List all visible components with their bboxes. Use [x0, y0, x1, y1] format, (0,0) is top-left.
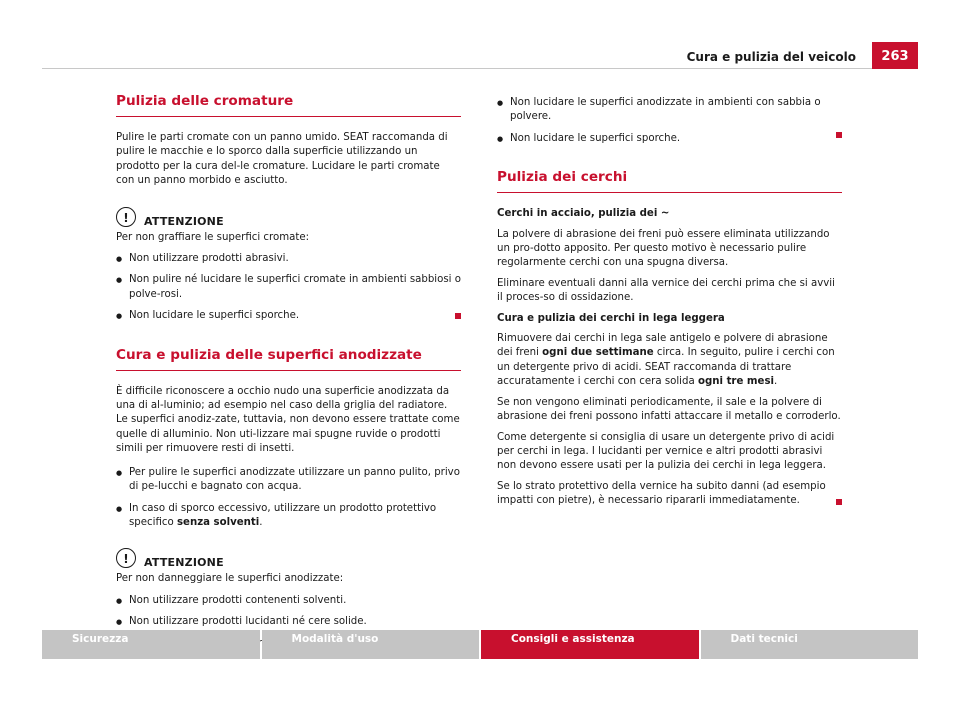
- warning-exclamation-icon: !: [116, 548, 136, 568]
- chrome-warning-intro: Per non graffiare le superfici cromate:: [116, 231, 310, 243]
- footer-tab-consigli-e-assistenza[interactable]: Consigli e assistenza: [481, 630, 699, 659]
- left-column: [116, 92, 461, 651]
- page-header: [0, 42, 960, 69]
- list-item: ● Non utilizzare prodotti abrasivi.: [116, 252, 461, 266]
- list-item: ● Non utilizzare prodotti lucidanti né cere solide.: [116, 615, 461, 629]
- list-item: ● Non lucidare le superfici sporche.: [116, 309, 461, 323]
- page-number: 263: [872, 42, 918, 69]
- footer-tab-dati-tecnici[interactable]: Dati tecnici: [701, 630, 919, 659]
- chrome-body: Pulire le parti cromate con un panno umido. SEAT raccomanda di pulire le macchie e lo sporco dalla superficie utilizzando un prodotto per la cura del-le cromature. Lucidare le parti cromate con un panno morbido e asciutto.: [116, 132, 448, 187]
- section-title-chrome: Pulizia delle cromature: [116, 92, 461, 117]
- list-item: ● Non lucidare le superfici anodizzate in ambienti con sabbia o polvere.: [497, 96, 842, 125]
- warning-title: ATTENZIONE: [144, 214, 224, 228]
- warning-exclamation-icon: !: [116, 207, 136, 227]
- list-item: ● Non lucidare le superfici sporche.: [497, 132, 842, 146]
- emphasis-text: ogni due settimane: [542, 347, 654, 359]
- right-column: [497, 92, 842, 509]
- section-title-anodized: Cura e pulizia delle superfici anodizzate: [116, 346, 461, 371]
- emphasis-text: ogni tre mesi: [697, 376, 774, 388]
- chrome-warning-header: [116, 207, 461, 231]
- section-end-marker: [836, 132, 842, 138]
- footer-navigation: [42, 630, 918, 659]
- emphasis-text: senza solventi: [176, 516, 260, 528]
- alloy-rims-paragraph-2: Se non vengono eliminati periodicamente, il sale e la polvere di abrasione dei freni possono infatti attaccare il metallo e corroderlo.: [497, 396, 841, 423]
- list-item: [116, 502, 461, 531]
- paragraph-text: circa. In seguito, pulire i cerchi con un detergente privo di acidi. SEAT raccomanda di trattare accuratamente i cerchi con cera solida: [497, 347, 835, 388]
- steel-rims-subheading: Cerchi in acciaio, pulizia dei ~: [497, 208, 670, 220]
- section-title-rims: Pulizia dei cerchi: [497, 168, 842, 193]
- running-title: Cura e pulizia del veicolo: [686, 50, 856, 64]
- list-item-text: In caso di sporco eccessivo, utilizzare un prodotto protettivo specifico: [129, 502, 437, 528]
- alloy-rims-paragraph-3: Come detergente si consiglia di usare un detergente privo di acidi per cerchi in lega. I lucidanti per vernice e altri prodotti abrasivi non devono essere usati per la pulizia dei cerchi in lega leggera.: [497, 431, 835, 472]
- list-item: ● Per pulire le superfici anodizzate utilizzare un panno pulito, privo di pe-lucchi e bagnato con acqua.: [116, 466, 461, 495]
- list-item: ● Non utilizzare prodotti contenenti solventi.: [116, 594, 461, 608]
- warning-title: ATTENZIONE: [144, 556, 224, 570]
- header-rule: [42, 68, 872, 69]
- anodized-warning-intro: Per non danneggiare le superfici anodizzate:: [116, 573, 344, 585]
- steel-rims-paragraph-1: La polvere di abrasione dei freni può essere eliminata utilizzando un pro-dotto apposito. Per questo motivo è necessario pulire regolarmente cerchi con una spugna diversa.: [497, 228, 830, 269]
- section-end-marker: [455, 313, 461, 319]
- anodized-body: È difficile riconoscere a occhio nudo una superficie anodizzata da una di al-luminio; ad esempio nel caso della griglia del radiatore. Le superfici anodiz-zate, tuttavia, non devono essere trattate come quelle di alluminio. Non uti-lizzare mai spugne ruvide o prodotti simili per rimuovere resti di insetti.: [116, 385, 460, 455]
- list-item: ● Non pulire né lucidare le superfici cromate in ambienti sabbiosi o polve-rosi.: [116, 273, 461, 302]
- paragraph-text: Rimuovere dai cerchi in lega sale antigelo e polvere di abrasione dei freni: [497, 333, 828, 359]
- footer-tab-sicurezza[interactable]: Sicurezza: [42, 630, 260, 659]
- footer-tab-modalita-duso[interactable]: Modalità d'uso: [262, 630, 480, 659]
- steel-rims-paragraph-2: Eliminare eventuali danni alla vernice dei cerchi prima che si avvii il proces-so di ossidazione.: [497, 277, 835, 304]
- section-end-marker: [836, 499, 842, 505]
- alloy-rims-subheading: Cura e pulizia dei cerchi in lega leggera: [497, 312, 725, 324]
- alloy-rims-paragraph-1: [497, 332, 842, 390]
- paragraph-text: .: [774, 376, 778, 388]
- alloy-rims-paragraph-4: Se lo strato protettivo della vernice ha subito danni (ad esempio impatti con pietre), è necessario ripararli immediatamente.: [497, 480, 826, 507]
- anodized-warning-header: [116, 548, 461, 572]
- list-item-text: .: [259, 516, 263, 528]
